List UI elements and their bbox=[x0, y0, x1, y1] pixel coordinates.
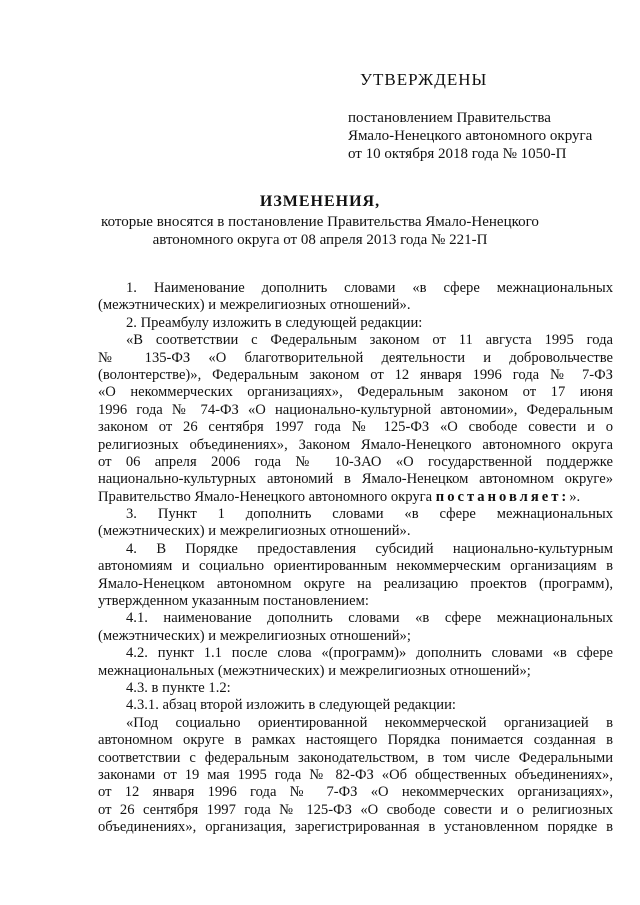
body-line: 4.3.1. абзац второй изложить в следующей редакции: bbox=[126, 697, 456, 714]
body-line: межнациональных (межэтнических) и межрелигиозных отношений»; bbox=[98, 662, 531, 679]
body-line: (межэтнических) и межрелигиозных отношений». bbox=[98, 523, 411, 540]
document-body bbox=[98, 280, 613, 837]
body-line: «О некоммерческих организациях», Федеральным законом от 17 июня bbox=[98, 384, 613, 401]
body-line: 4.2. пункт 1.1 после слова «(программ)» дополнить словами «в сфере bbox=[126, 645, 613, 662]
body-line: от 12 января 1996 года № 7-ФЗ «О некоммерческих организациях», bbox=[98, 784, 613, 801]
body-line: от 26 сентября 1997 года № 125-ФЗ «О свободе совести и о религиозных bbox=[98, 801, 613, 818]
body-line-text: Правительство Ямало-Ненецкого автономного округа bbox=[98, 488, 433, 505]
body-line: 3. Пункт 1 дополнить словами «в сфере межнациональных bbox=[126, 506, 613, 523]
body-line: 2. Преамбулу изложить в следующей редакции: bbox=[126, 314, 423, 331]
resolves-word: постановляет: bbox=[435, 488, 570, 505]
document-subtitle-line-1: которые вносятся в постановление Правительства Ямало-Ненецкого bbox=[101, 214, 539, 230]
body-line: 1. Наименование дополнить словами «в сфере межнациональных bbox=[126, 280, 613, 296]
body-line: Ямало-Ненецком автономном округе на реализацию проектов (программ), bbox=[98, 575, 613, 592]
body-line: религиозных объединениях», Законом Ямало-Ненецкого автономного округа bbox=[98, 436, 613, 453]
approval-government-line: Ямало-Ненецкого автономного округа bbox=[348, 128, 593, 144]
body-line: 1996 года № 74-ФЗ «О национально-культурной автономии», Федеральным bbox=[98, 401, 613, 418]
approval-date-line: от 10 октября 2018 года № 1050-П bbox=[348, 146, 567, 162]
body-line-resolution bbox=[98, 489, 613, 506]
body-line: от 06 апреля 2006 года № 10-ЗАО «О государственной поддержке bbox=[98, 453, 613, 470]
body-line: объединениях», организация, зарегистрированная в установленном порядке в bbox=[98, 819, 613, 836]
body-line: (межэтнических) и межрелигиозных отношений»; bbox=[98, 627, 411, 644]
body-line: (межэтнических) и межрелигиозных отношений». bbox=[98, 297, 411, 314]
body-line: 4. В Порядке предоставления субсидий национально-культурным bbox=[126, 540, 613, 557]
body-line: «Под социально ориентированной некоммерческой организацией в bbox=[126, 714, 613, 731]
body-line: (волонтерстве)», Федеральным законом от 12 января 1996 года № 7-ФЗ bbox=[98, 366, 613, 383]
body-line: 4.1. наименование дополнить словами «в сфере межнациональных bbox=[126, 610, 613, 627]
body-line: утвержденном указанным постановлением: bbox=[98, 593, 369, 610]
document-title: ИЗМЕНЕНИЯ, bbox=[259, 193, 381, 210]
document-subtitle-line-2: автономного округа от 08 апреля 2013 года № 221-П bbox=[152, 232, 488, 248]
body-line: 4.3. в пункте 1.2: bbox=[126, 679, 231, 696]
approval-title: УТВЕРЖДЕНЫ bbox=[360, 70, 488, 89]
body-line: автономиям и социально ориентированным некоммерческим организациям в bbox=[98, 558, 613, 575]
body-line: законами от 19 мая 1995 года № 82-ФЗ «Об общественных объединениях», bbox=[98, 766, 613, 783]
resolves-tail: ». bbox=[569, 488, 581, 505]
body-line: национально-культурных автономий в Ямало-Ненецком автономном округе» bbox=[98, 471, 613, 488]
body-line: «В соответствии с Федеральным законом от 11 августа 1995 года bbox=[126, 332, 613, 349]
body-line: автономном округе в рамках настоящего Порядка понимается созданная в bbox=[98, 732, 613, 749]
body-line: № 135-ФЗ «О благотворительной деятельности и добровольчестве bbox=[98, 349, 613, 366]
approval-resolution-line: постановлением Правительства bbox=[348, 110, 551, 126]
body-line: соответствии с федеральным законодательством, в том числе Федеральными bbox=[98, 749, 613, 766]
body-line: законом от 26 сентября 1997 года № 125-ФЗ «О свободе совести и о bbox=[98, 419, 613, 436]
